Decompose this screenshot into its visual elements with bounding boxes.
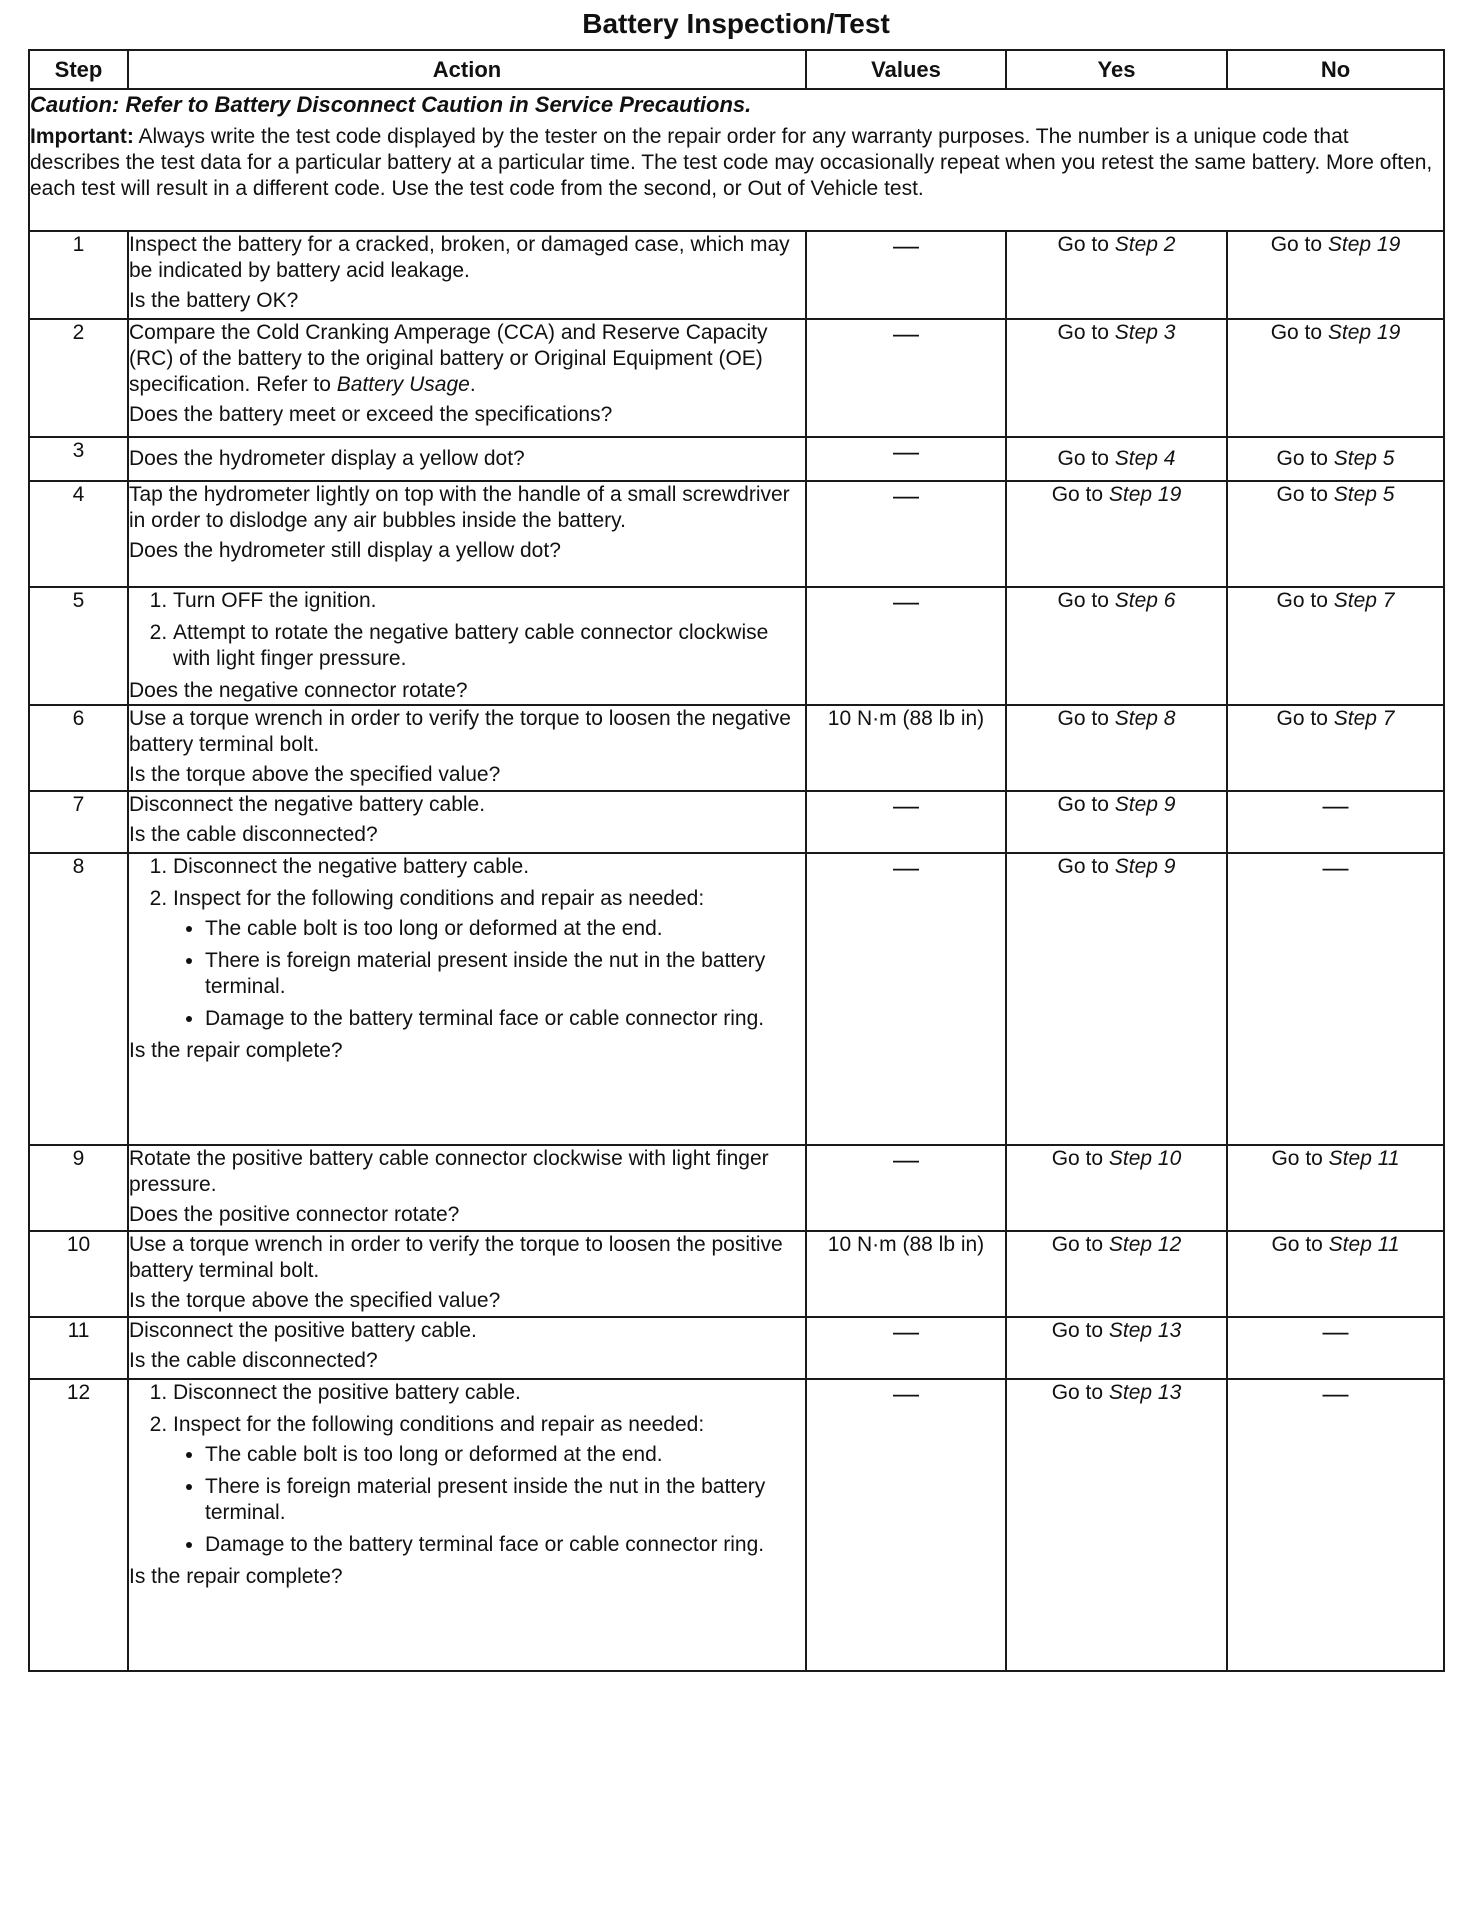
no-cell — [1227, 231, 1444, 319]
yes-cell — [1006, 1145, 1227, 1231]
step-number: 2 — [29, 319, 128, 437]
value-text: — — [893, 1144, 919, 1174]
action-cell — [128, 1317, 806, 1379]
goto-prefix: Go to — [1270, 233, 1328, 256]
substep-item: 1. Turn OFF the ignition. — [173, 588, 805, 614]
goto-step-link[interactable]: Step 4 — [1114, 447, 1176, 470]
action-text-pre: Compare the Cold Cranking Amperage (CCA) and Reserve Capacity (RC) of the battery to the original battery or Original Equipment (OE) specification. Refer to — [129, 321, 768, 396]
yes-cell — [1006, 1317, 1227, 1379]
action-text: Tap the hydrometer lightly on top with the handle of a small screwdriver in order to dislodge any air bubbles inside the battery. — [129, 483, 790, 532]
substep-item — [173, 886, 805, 1032]
question-text: Is the repair complete? — [129, 1565, 343, 1588]
action-cell — [128, 1231, 806, 1317]
goto-step-link[interactable]: Step 19 — [1108, 483, 1182, 506]
goto-prefix: Go to — [1051, 483, 1109, 506]
goto-prefix: Go to — [1276, 483, 1334, 506]
condition-item: • The cable bolt is too long or deformed at the end. — [205, 916, 805, 942]
goto-step-link[interactable]: Step 10 — [1108, 1147, 1182, 1170]
value-text: — — [893, 318, 919, 348]
question-text: Is the cable disconnected? — [129, 823, 378, 846]
no-dash: — — [1322, 1316, 1349, 1346]
substep-item: 1. Disconnect the negative battery cable. — [173, 854, 805, 880]
value-text: — — [893, 480, 919, 510]
header-no: No — [1227, 50, 1444, 89]
step-number: 1 — [29, 231, 128, 319]
goto-step-link[interactable]: Step 7 — [1333, 707, 1395, 730]
condition-item: • There is foreign material present inside the nut in the battery terminal. — [205, 1474, 805, 1526]
goto-prefix: Go to — [1271, 1233, 1329, 1256]
value-cell — [806, 481, 1006, 587]
header-action: Action — [128, 50, 806, 89]
goto-step-link[interactable]: Step 9 — [1114, 793, 1176, 816]
action-cell — [128, 587, 806, 705]
value-cell — [806, 853, 1006, 1145]
goto-step-link[interactable]: Step 6 — [1114, 589, 1176, 612]
value-cell — [806, 1231, 1006, 1317]
no-cell — [1227, 1317, 1444, 1379]
substep-list — [129, 588, 805, 672]
table-row — [29, 1231, 1444, 1317]
step-number: 9 — [29, 1145, 128, 1231]
yes-cell — [1006, 1231, 1227, 1317]
value-text: — — [893, 586, 919, 616]
action-cell — [128, 705, 806, 791]
action-text: Use a torque wrench in order to verify the torque to loosen the positive battery terminal bolt. — [129, 1233, 783, 1282]
action-cell — [128, 437, 806, 481]
goto-step-link[interactable]: Step 5 — [1333, 447, 1395, 470]
action-text: Disconnect the positive battery cable. — [129, 1319, 477, 1342]
value-text: — — [893, 436, 919, 466]
goto-prefix: Go to — [1271, 1147, 1329, 1170]
value-text: — — [893, 790, 919, 820]
goto-prefix: Go to — [1057, 233, 1115, 256]
action-cell — [128, 1379, 806, 1671]
table-header-row — [29, 50, 1444, 89]
table-row — [29, 437, 1444, 481]
action-text: Inspect the battery for a cracked, broken, or damaged case, which may be indicated by battery acid leakage. — [129, 233, 790, 282]
yes-cell — [1006, 437, 1227, 481]
no-cell — [1227, 705, 1444, 791]
condition-item: • Damage to the battery terminal face or cable connector ring. — [205, 1532, 805, 1558]
yes-cell — [1006, 705, 1227, 791]
value-cell — [806, 705, 1006, 791]
table-row — [29, 705, 1444, 791]
condition-item: • The cable bolt is too long or deformed at the end. — [205, 1442, 805, 1468]
substep-item — [173, 1412, 805, 1558]
table-row — [29, 587, 1444, 705]
yes-cell — [1006, 319, 1227, 437]
goto-prefix: Go to — [1276, 707, 1334, 730]
question-text: Does the positive connector rotate? — [129, 1203, 460, 1226]
goto-step-link[interactable]: Step 9 — [1114, 855, 1176, 878]
goto-prefix: Go to — [1270, 321, 1328, 344]
no-cell — [1227, 791, 1444, 853]
value-text: — — [893, 1378, 919, 1408]
goto-step-link[interactable]: Step 19 — [1327, 321, 1401, 344]
question-text: Is the torque above the specified value? — [129, 763, 501, 786]
no-dash: — — [1322, 1378, 1349, 1408]
goto-prefix: Go to — [1057, 589, 1115, 612]
goto-step-link[interactable]: Step 5 — [1333, 483, 1395, 506]
goto-prefix: Go to — [1057, 793, 1115, 816]
substep-item: 1. Disconnect the positive battery cable. — [173, 1380, 805, 1406]
step-number: 7 — [29, 791, 128, 853]
condition-item: • Damage to the battery terminal face or cable connector ring. — [205, 1006, 805, 1032]
substep-item: 2. Attempt to rotate the negative battery cable connector clockwise with light finger pressure. — [173, 620, 805, 672]
no-cell — [1227, 1145, 1444, 1231]
goto-prefix: Go to — [1057, 321, 1115, 344]
goto-step-link[interactable]: Step 2 — [1114, 233, 1176, 256]
table-row — [29, 481, 1444, 587]
substep-list — [129, 1380, 805, 1558]
battery-usage-reference[interactable]: Battery Usage — [336, 373, 470, 396]
header-values: Values — [806, 50, 1006, 89]
table-row — [29, 791, 1444, 853]
goto-step-link[interactable]: Step 12 — [1108, 1233, 1182, 1256]
goto-prefix: Go to — [1057, 707, 1115, 730]
action-cell — [128, 791, 806, 853]
goto-step-link[interactable]: Step 7 — [1333, 589, 1395, 612]
table-row — [29, 853, 1444, 1145]
caution-note: Caution: Refer to Battery Disconnect Caution in Service Precautions. — [30, 92, 752, 117]
action-cell — [128, 319, 806, 437]
goto-step-link[interactable]: Step 3 — [1114, 321, 1176, 344]
yes-cell — [1006, 853, 1227, 1145]
important-label: Important: — [30, 125, 134, 148]
question-text: Does the hydrometer display a yellow dot? — [129, 447, 525, 470]
no-cell — [1227, 587, 1444, 705]
condition-item: • There is foreign material present inside the nut in the battery terminal. — [205, 948, 805, 1000]
value-cell — [806, 1317, 1006, 1379]
step-number: 3 — [29, 437, 128, 481]
value-text: — — [893, 230, 919, 260]
no-cell — [1227, 481, 1444, 587]
yes-cell — [1006, 791, 1227, 853]
action-text-post: . — [469, 373, 476, 396]
notes-row — [29, 89, 1444, 231]
table-row — [29, 231, 1444, 319]
header-step: Step — [29, 50, 128, 89]
no-cell — [1227, 319, 1444, 437]
substep-text: Inspect for the following conditions and repair as needed: — [173, 887, 705, 910]
goto-step-link[interactable]: Step 13 — [1108, 1319, 1182, 1342]
table-row — [29, 1317, 1444, 1379]
goto-prefix: Go to — [1057, 855, 1115, 878]
condition-list — [173, 916, 805, 1032]
action-text — [129, 320, 805, 398]
torque-value: 10 N·m (88 lb in) — [827, 1233, 985, 1256]
value-text: — — [893, 852, 919, 882]
action-text: Rotate the positive battery cable connector clockwise with light finger pressure. — [129, 1147, 769, 1196]
goto-prefix: Go to — [1276, 589, 1334, 612]
question-text: Is the battery OK? — [129, 289, 299, 312]
question-text: Is the repair complete? — [129, 1039, 343, 1062]
action-cell — [128, 853, 806, 1145]
substep-list — [129, 854, 805, 1032]
value-cell — [806, 437, 1006, 481]
step-number: 8 — [29, 853, 128, 1145]
no-cell — [1227, 1379, 1444, 1671]
step-number: 10 — [29, 1231, 128, 1317]
question-text: Is the torque above the specified value? — [129, 1289, 501, 1312]
no-cell — [1227, 853, 1444, 1145]
yes-cell — [1006, 231, 1227, 319]
important-text: Always write the test code displayed by the tester on the repair order for any warranty purposes. The number is a unique code that describes the test data for a particular battery at a particular time. The test code may occasionally repeat when you retest the same battery. More often, each test will result in a different code. Use the test code from the second, or Out of Vehicle test. — [30, 125, 1433, 200]
no-cell — [1227, 437, 1444, 481]
table-row — [29, 319, 1444, 437]
step-number: 6 — [29, 705, 128, 791]
step-number: 5 — [29, 587, 128, 705]
torque-value: 10 N·m (88 lb in) — [827, 707, 985, 730]
step-number: 12 — [29, 1379, 128, 1671]
goto-prefix: Go to — [1051, 1233, 1109, 1256]
action-cell — [128, 231, 806, 319]
goto-step-link[interactable]: Step 8 — [1114, 707, 1176, 730]
yes-cell — [1006, 587, 1227, 705]
goto-step-link[interactable]: Step 11 — [1328, 1233, 1400, 1256]
battery-test-table — [28, 49, 1445, 1672]
action-text: Use a torque wrench in order to verify the torque to loosen the negative battery terminal bolt. — [129, 707, 791, 756]
no-dash: — — [1322, 852, 1349, 882]
goto-prefix: Go to — [1276, 447, 1334, 470]
value-text: — — [893, 1316, 919, 1346]
step-number: 4 — [29, 481, 128, 587]
question-text: Does the battery meet or exceed the specifications? — [129, 403, 613, 426]
question-text: Does the negative connector rotate? — [129, 679, 468, 702]
goto-step-link[interactable]: Step 13 — [1108, 1381, 1182, 1404]
value-cell — [806, 791, 1006, 853]
value-cell — [806, 231, 1006, 319]
table-row — [29, 1145, 1444, 1231]
goto-step-link[interactable]: Step 11 — [1328, 1147, 1400, 1170]
value-cell — [806, 587, 1006, 705]
value-cell — [806, 1145, 1006, 1231]
yes-cell — [1006, 481, 1227, 587]
value-cell — [806, 319, 1006, 437]
header-yes: Yes — [1006, 50, 1227, 89]
action-cell — [128, 481, 806, 587]
important-note — [30, 124, 1443, 202]
table-row — [29, 1379, 1444, 1671]
action-text: Disconnect the negative battery cable. — [129, 793, 486, 816]
condition-list — [173, 1442, 805, 1558]
goto-prefix: Go to — [1057, 447, 1115, 470]
goto-prefix: Go to — [1051, 1319, 1109, 1342]
value-cell — [806, 1379, 1006, 1671]
substep-text: Inspect for the following conditions and repair as needed: — [173, 1413, 705, 1436]
no-dash: — — [1322, 790, 1349, 820]
notes-cell — [29, 89, 1444, 231]
action-cell — [128, 1145, 806, 1231]
question-text: Does the hydrometer still display a yellow dot? — [129, 539, 561, 562]
question-text: Is the cable disconnected? — [129, 1349, 378, 1372]
goto-step-link[interactable]: Step 19 — [1327, 233, 1401, 256]
yes-cell — [1006, 1379, 1227, 1671]
goto-prefix: Go to — [1051, 1381, 1109, 1404]
page-title: Battery Inspection/Test — [582, 8, 890, 39]
step-number: 11 — [29, 1317, 128, 1379]
no-cell — [1227, 1231, 1444, 1317]
goto-prefix: Go to — [1051, 1147, 1109, 1170]
